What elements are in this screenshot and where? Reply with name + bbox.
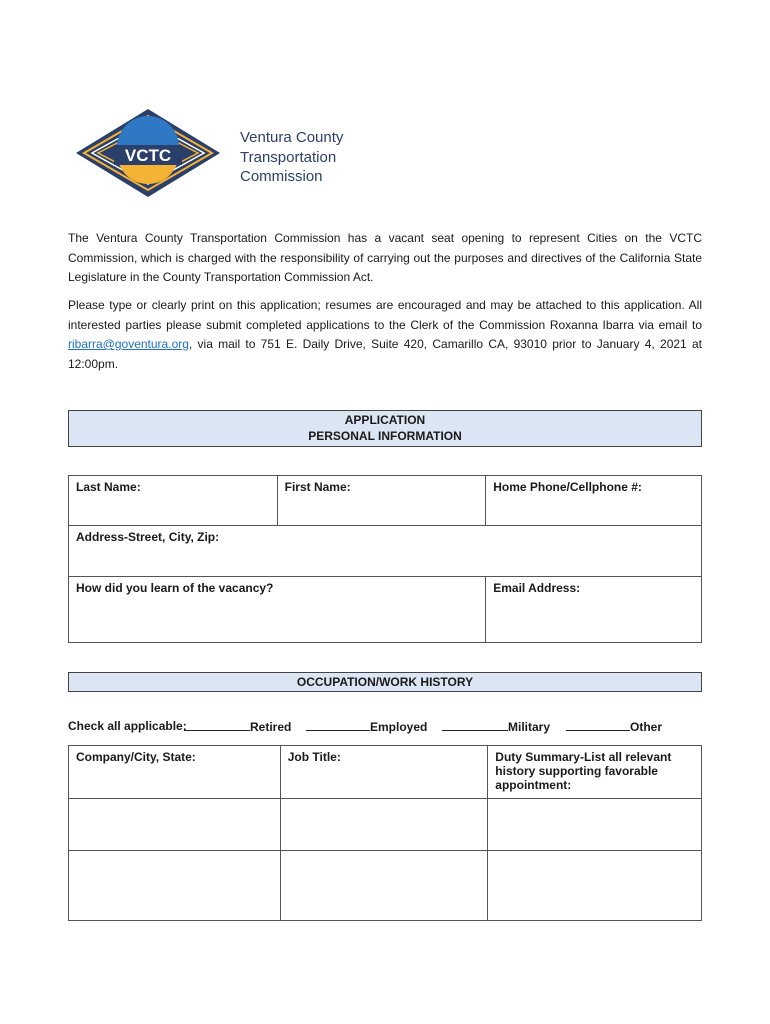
email-field[interactable]	[486, 577, 702, 643]
retired-blank[interactable]	[184, 719, 250, 731]
employed-blank[interactable]	[306, 719, 370, 731]
check-label: Check all applicable:	[68, 719, 187, 733]
military-label: Military	[508, 720, 551, 734]
submission-text-end: , via mail to 751 E. Daily Drive, Suite 420, Camarillo CA, 93010 prior to January 4, 2021 at 12:00pm.	[68, 337, 702, 371]
email-link[interactable]: ribarra@goventura.org	[68, 337, 189, 351]
other-blank[interactable]	[566, 719, 630, 731]
submission-text: Please type or clearly print on this application; resumes are encouraged and may be attached to this application. All interested parties please submit completed applications to the Clerk of the Commission Roxanna Ibarra via email to	[68, 298, 702, 332]
phone-field[interactable]	[486, 476, 702, 526]
work-history-title: OCCUPATION/WORK HISTORY	[296, 675, 474, 689]
phone-label: Home Phone/Cellphone #:	[493, 480, 642, 494]
job-title-cell[interactable]	[280, 799, 488, 851]
work-history-table	[68, 745, 702, 921]
first-name-field[interactable]	[277, 476, 486, 526]
logo-abbr: VCTC	[124, 146, 172, 165]
job-title-label: Job Title:	[287, 750, 341, 764]
org-name-line: Ventura County	[240, 129, 344, 146]
duty-summary-cell[interactable]	[488, 851, 702, 921]
application-title: APPLICATION	[344, 413, 426, 427]
last-name-field[interactable]	[69, 476, 278, 526]
first-name-label: First Name:	[284, 480, 351, 494]
table-row	[69, 799, 702, 851]
employed-label: Employed	[370, 720, 428, 734]
company-header	[69, 746, 281, 799]
personal-info-table	[68, 475, 702, 643]
work-history-header	[68, 672, 702, 692]
vacancy-source-field[interactable]	[69, 577, 486, 643]
personal-info-header	[68, 410, 702, 447]
personal-info-title: PERSONAL INFORMATION	[308, 429, 462, 443]
job-title-header	[280, 746, 488, 799]
address-field[interactable]	[69, 526, 702, 577]
duty-summary-header	[488, 746, 702, 799]
org-name-line: Commission	[240, 168, 323, 185]
company-cell[interactable]	[69, 799, 281, 851]
last-name-label: Last Name:	[76, 480, 141, 494]
duty-summary-label: Duty Summary-List all relevant history supporting favorable appointment:	[495, 750, 672, 792]
other-label: Other	[630, 720, 663, 734]
table-row	[69, 851, 702, 921]
company-cell[interactable]	[69, 851, 281, 921]
email-label: Email Address:	[493, 581, 581, 595]
employed-option[interactable]	[306, 719, 427, 734]
retired-option[interactable]	[184, 719, 291, 734]
retired-label: Retired	[250, 720, 292, 734]
intro-paragraph: The Ventura County Transportation Commission has a vacant seat opening to represent Cities on the VCTC Commission, which is charged with the responsibility of carrying out the purposes and directives of the California State Legislature in the County Transportation Commission Act.	[68, 231, 702, 284]
company-label: Company/City, State:	[76, 750, 196, 764]
org-name	[240, 128, 343, 187]
address-label: Address-Street, City, Zip:	[76, 530, 220, 544]
duty-summary-cell[interactable]	[488, 799, 702, 851]
vacancy-source-label: How did you learn of the vacancy?	[76, 581, 274, 595]
org-name-line: Transportation	[240, 148, 337, 166]
submission-paragraph	[68, 296, 702, 374]
other-option[interactable]	[566, 719, 662, 734]
military-blank[interactable]	[442, 719, 508, 731]
military-option[interactable]	[442, 719, 550, 734]
job-title-cell[interactable]	[280, 851, 488, 921]
